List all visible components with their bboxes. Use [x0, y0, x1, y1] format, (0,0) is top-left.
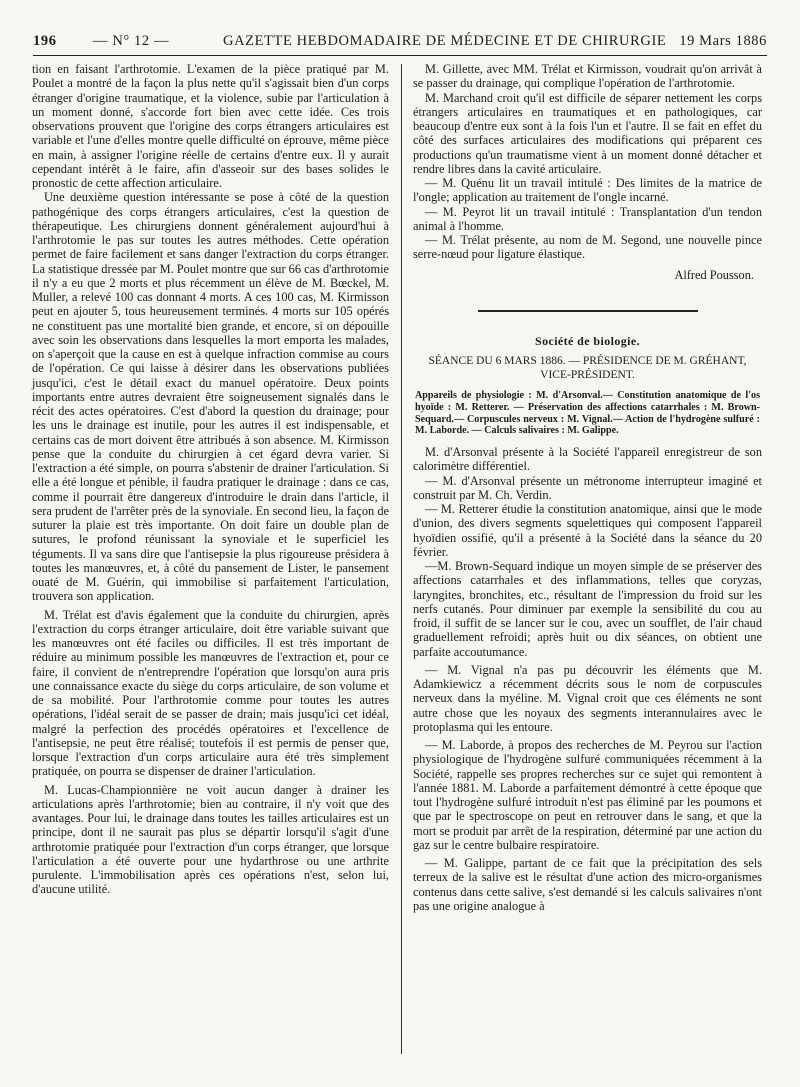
paragraph: — M. Trélat présente, au nom de M. Segond, une nouvelle pince serre-nœud pour ligature élastique. [413, 233, 762, 262]
paragraph: — M. Quénu lit un travail intitulé : Des limites de la matrice de l'ongle; application au traitement de l'ongle incarné. [413, 176, 762, 205]
paragraph: M. Lucas-Championnière ne voit aucun danger à drainer les articulations après l'arthrotomie; bien au contraire, il n'y voit que des avantages. Pour lui, le drainage dans toutes les tailles articulaires est un principe, dont il ne saurait pas plus se départir lorsqu'il s'agit d'une arthrotomie pratiquée pour l'extraction d'un corps étranger, que lorsque l'articulation a été ouverte pour une hydarthrose ou une arthrite purulente. L'immobilisation après ces opérations n'est, selon lui, d'aucune utilité. [32, 782, 389, 897]
paragraph: — M. Retterer étudie la constitution anatomique, ainsi que le mode d'union, des divers segments squelettiques qui composent l'appareil hyoïdien ossifié, qu'il a présenté à la Société dans la séance du 20 février. [413, 502, 762, 559]
author-signature: Alfred Pousson. [674, 267, 754, 282]
seance-heading: SÉANCE DU 6 MARS 1886. — PRÉSIDENCE DE M. GRÉHANT, VICE-PRÉSIDENT. [428, 355, 747, 381]
paragraph: M. Trélat est d'avis également que la conduite du chirurgien, après l'extraction du corps étranger articulaire, doit être variable suivant que les manœuvres ont été faciles ou difficiles. Il est très important de réduire au minimum possible les manœuvres de l'extraction et, pour ce faire, il convient de n'entreprendre l'opération que lorsqu'on aura pris une connaissance exacte du siège du corps articulaire, de son volume et de sa mobilité. Pour l'arthrotomie comme pour toutes les autres opérations, l'idéal serait de se passer de drain; mais jusqu'ici cet idéal, malgré la perfection des procédés opératoires et l'excellence de l'antisepsie, ne peut être réalisé; toutefois il est permis de penser que, lorsque l'extraction d'un corps articulaire aura été très simplement pratiquée, on pourra se dispenser de drainer l'articulation. [32, 607, 389, 779]
paragraph: — M. Laborde, à propos des recherches de M. Peyrou sur l'action physiologique de l'hydrogène sulfuré communiquées récemment à la Société, rappelle ses propres recherches sur ce sujet qui remontent à l'année 1881. M. Laborde a parfaitement démontré à cette époque que tout l'hydrogène sulfuré introduit n'est pas éliminé par les poumons et que par le spectroscope on peut en retrouver dans le sang, et que la mort se produit par arrêt de la respiration, déterminé par une action du gaz sur le centre bulbaire respiratoire. [413, 738, 762, 852]
paragraph: Une deuxième question intéressante se pose à côté de la question pathogénique des corps étrangers articulaires, c'est la question de thérapeutique. Les chirurgiens donnent généralement aujourd'hui à l'arthrotomie le pas sur toutes les autres méthodes. Cette opération permet de faire facilement et sans danger l'extraction du corps étranger. La statistique dressée par M. Poulet montre que sur 66 cas d'arthrotomie il n'y a eu que 2 morts et plus récemment un élève de M. Bœckel, M. Muller, a relevé 100 cas donnant 4 morts. A ces 100 cas, M. Kirmisson peut en ajouter 5, tous heureusement terminés. 4 morts sur 105 opérés ne constituent pas une mortalité bien grande, et encore, si on dépouille avec soin les observations dans lesquelles la mort emporta les malades, on s'aperçoit que la cause en est à quelque infraction commise au cours de l'opération. Ce qui laisse à désirer dans les observations publiées jusqu'ici, c'est le détail exact du manuel opératoire. Deux points importants entre autres devraient être soigneusement signalés dans le récit des actes opératoires. C'est d'abord la question du drainage; pour les uns le drainage est inutile, pour les autres il est indispensable, et certains cas de mort doivent être attribués à son absence. M. Kirmisson pense que la conduite du chirurgien à cet égard devra varier. Si l'extraction a été simple, on pourra s'abstenir de drainer l'articulation. Si elle a été longue et pénible, il faudra pratiquer le drainage : dans ce cas, comme il pourrait être dangereux d'introduire le drain dans l'article, il sera prudent de l'arrêter près de la synoviale. En second lieu, la façon de suturer la plaie est très importante. On doit faire un double plan de sutures, le profond réunissant la synoviale et le superficiel les téguments. Il va sans dire que l'antisepsie la plus rigoureuse présidera à toutes les manœuvres, et, à côté du pansement de Lister, le pansement ouaté de M. Guérin, qui immobilise si parfaitement l'articulation, trouvera son application. [32, 190, 389, 604]
column-divider [401, 64, 402, 1054]
page-number: 196 [33, 33, 57, 49]
paragraph: M. Marchand croit qu'il est difficile de séparer nettement les corps étrangers articulaires en traumatiques et en pathologiques, car beaucoup d'entre eux sont à la fois l'un et l'autre. Il se fait en effet du côté des surfaces articulaires des modifications qui préparent ces productions qu'un traumatisme vient à un moment donné détacher et rendre libres dans la cavité articulaire. [413, 90, 762, 176]
section-title: Société de biologie. [535, 333, 640, 348]
paragraph: — M. d'Arsonval présente un métronome interrupteur imaginé et construit par M. Ch. Verdin. [413, 473, 762, 502]
journal-title: GAZETTE HEBDOMADAIRE DE MÉDECINE ET DE CHIRURGIE [223, 33, 667, 49]
paragraph: — M. Peyrot lit un travail intitulé : Transplantation d'un tendon animal à l'homme. [413, 204, 762, 233]
paragraph: — M. Vignal n'a pas pu découvrir les éléments que M. Adamkiewicz a récemment décrits sous le nom de corpuscules nerveux dans la myéline. M. Vignal croit que ces éléments ne sont autre chose que les noyaux des segments interannulaires avec le protoplasma qui les entoure. [413, 662, 762, 734]
running-header [33, 31, 767, 56]
left-column [32, 62, 389, 897]
right-column [413, 62, 762, 913]
paragraph: M. d'Arsonval présente à la Société l'appareil enregistreur de son calorimètre différentiel. [413, 445, 762, 474]
issue-date: 19 Mars 1886 [679, 33, 767, 49]
paragraph: M. Gillette, avec MM. Trélat et Kirmisson, voudrait qu'on arrivât à se passer du drainage, qui complique l'opération de l'arthrotomie. [413, 62, 762, 91]
issue-number: — N° 12 — [93, 33, 170, 49]
paragraph: — M. Galippe, partant de ce fait que la précipitation des sels terreux de la salive est le résultat d'une action des micro-organismes contenus dans cette salive, s'est demandé si les calculs salivaires n'ont pas une origine analogue à [413, 856, 762, 913]
paragraph: —M. Brown-Sequard indique un moyen simple de se préserver des affections catarrhales et des inflammations, telles que coryzas, laryngites, bronchites, etc., résultant de l'impression du froid sur les nerfs cutanés. Pour diminuer par exemple la sensibilité du cou au froid, il suffit de se lancer sur le cou, avec un soufflet, de l'air chaud graduellement refroidi; après huit ou dix séances, on obtient une parfaite accoutumance. [413, 559, 762, 659]
paragraph: tion en faisant l'arthrotomie. L'examen de la pièce pratiqué par M. Poulet a montré de la façon la plus nette qu'il s'agissait bien d'un corps étranger d'origine traumatique, et la violence, subie par l'articulation à un moment donné, s'accorde fort bien avec cette idée. Ces trois observations prouvent que l'origine des corps étrangers articulaires est variable et l'une d'elles montre quelle difficulté on éprouve, même pièce en main, à assigner l'origine réelle de certains d'entre eux. Il y aurait cependant intérêt à le faire, afin d'asseoir sur des bases solides le pronostic de cette affection articulaire. [32, 62, 389, 190]
section-rule [478, 310, 698, 312]
session-summary: Appareils de physiologie : M. d'Arsonval.— Constitution anatomique de l'os hyoïde : M. Retterer. — Préservation des affections catarrhales : M. Brown-Sequard.— Corpuscules nerveux : M. Vignal.— Action de l'hydrogène sulfuré : M. Laborde. — Calculs salivaires : M. Galippe. [415, 390, 760, 437]
